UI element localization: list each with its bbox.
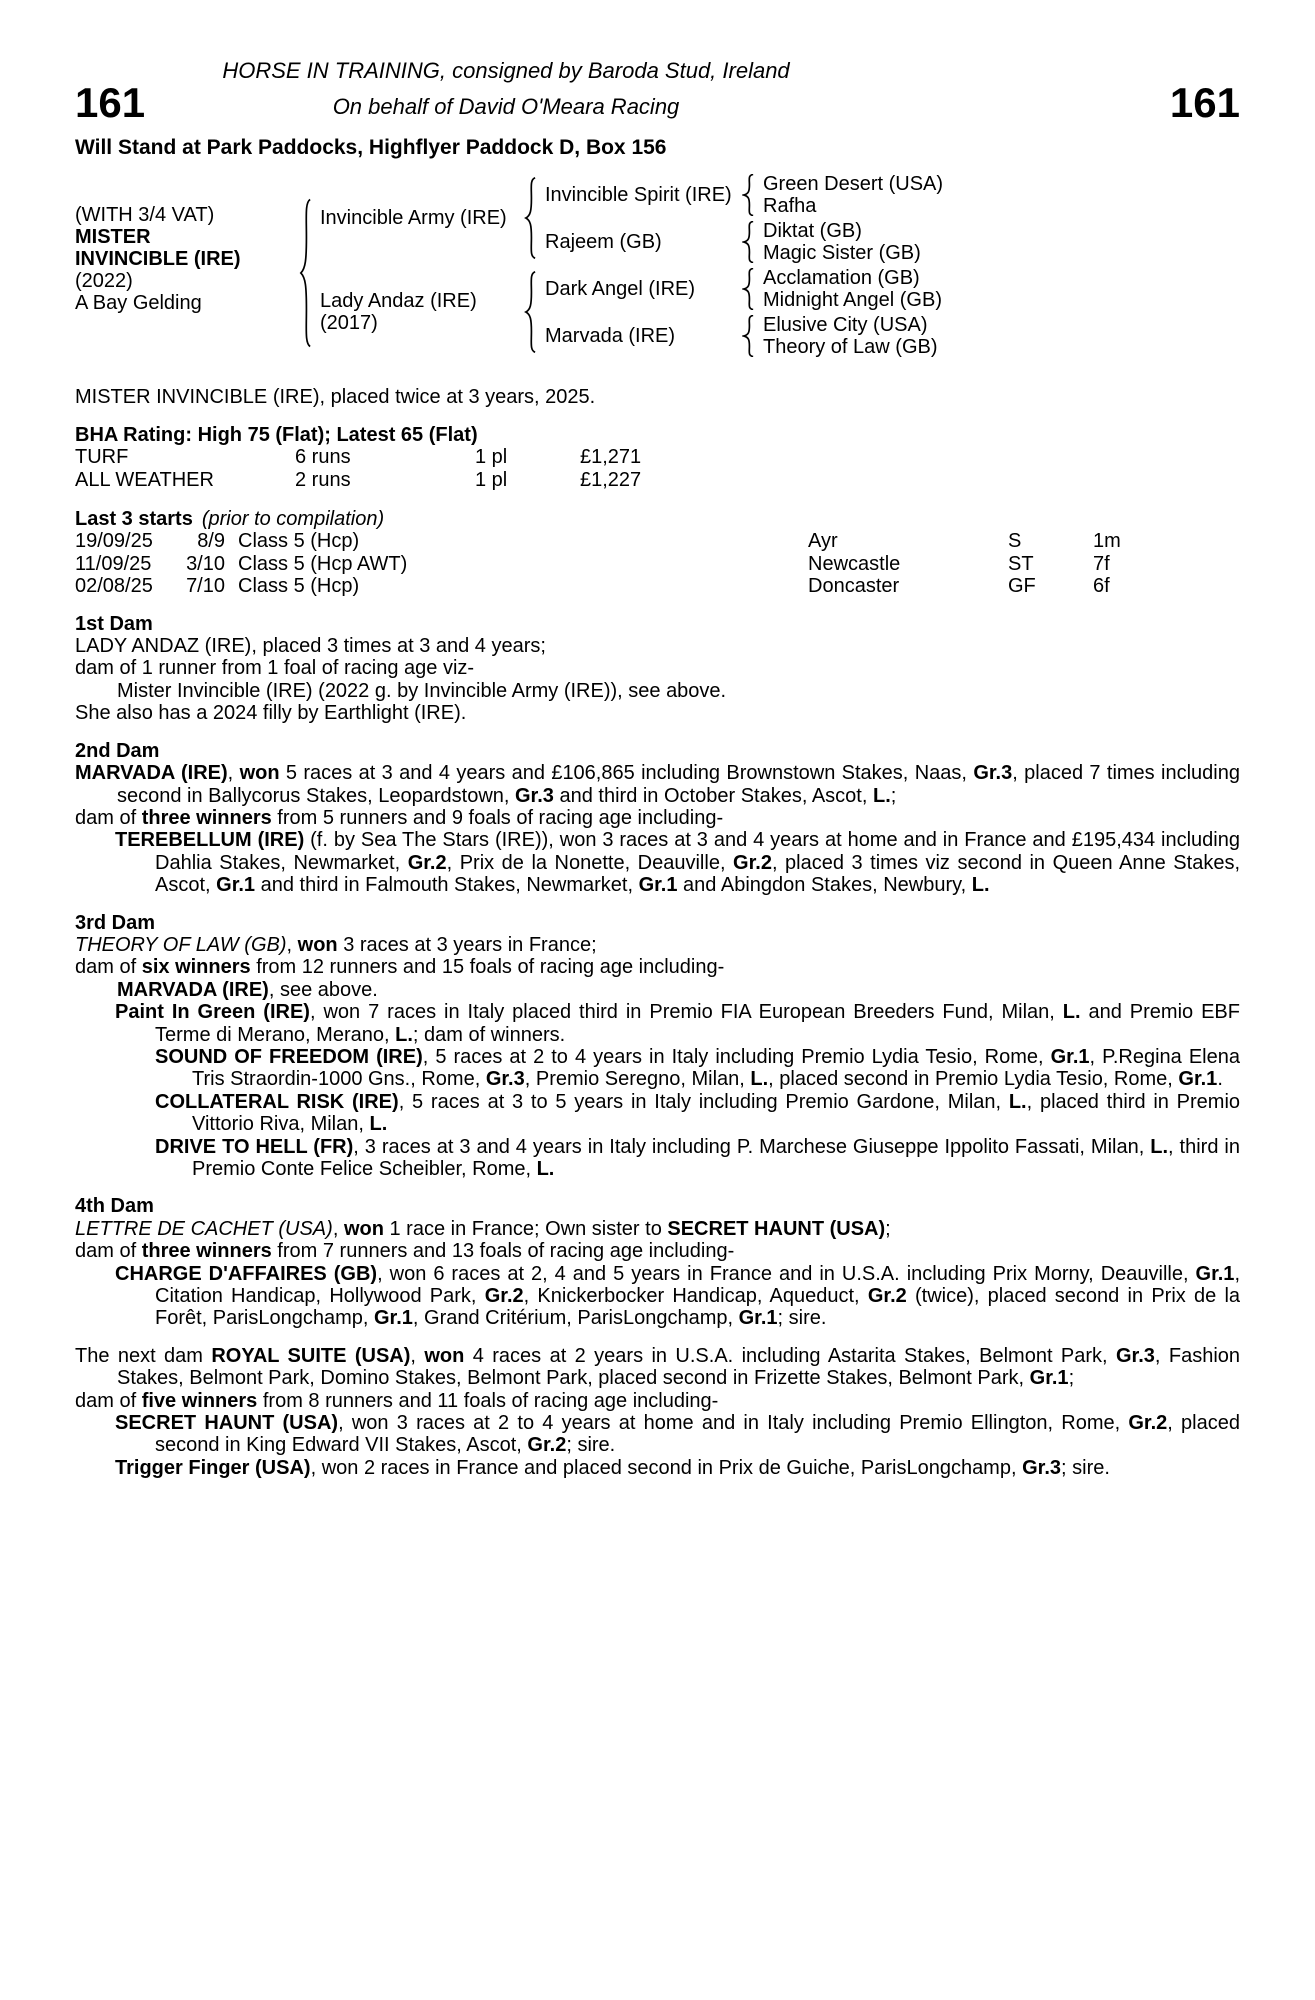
ancestor-name: Rajeem (GB) <box>545 230 662 253</box>
going: S <box>1008 530 1022 553</box>
ancestor-name: Marvada (IRE) <box>545 324 676 347</box>
start-row <box>75 575 1240 597</box>
ancestor-name: Invincible Spirit (IRE) <box>545 183 732 206</box>
distance: 1m <box>1093 530 1121 553</box>
brace-icon <box>742 268 755 310</box>
pedigree-paragraph: SECRET HAUNT (USA), won 3 races at 2 to 4 years at home and in Italy including Premio Ellington, Rome, Gr.2, placed second in King Edward VII Stakes, Ascot, Gr.2; sire. <box>115 1412 1240 1457</box>
ancestor-name: Midnight Angel (GB) <box>763 288 942 311</box>
course: Ayr <box>808 530 838 553</box>
sire-name: Invincible Army (IRE) <box>320 207 507 230</box>
finish-position: 3/10 <box>186 552 225 575</box>
bha-rating-block <box>75 424 1240 491</box>
last-starts-heading: Last 3 starts <box>75 508 193 531</box>
brace-icon <box>524 177 537 259</box>
start-date: 02/08/25 <box>75 575 153 598</box>
pedigree-paragraph: dam of five winners from 8 runners and 11 foals of racing age including- <box>75 1389 719 1412</box>
pedigree-paragraph: She also has a 2024 filly by Earthlight (IRE). <box>75 702 467 725</box>
brace-icon <box>742 174 755 216</box>
brace-icon <box>742 315 755 357</box>
pedigree-paragraph: SOUND OF FREEDOM (IRE), 5 races at 2 to 4 years in Italy including Premio Lydia Tesio, Rome, Gr.1, P.Regina Elena Tris Straordin-1000 Gns., Rome, Gr.3, Premio Seregno, Milan, L., placed second in Premio Lydia Tesio, Rome, Gr.1. <box>155 1045 1240 1091</box>
distance: 6f <box>1093 575 1110 598</box>
dam-section-3 <box>75 912 1240 1181</box>
pedigree-paragraph: Trigger Finger (USA), won 2 races in France and placed second in Prix de Guiche, ParisLongchamp, Gr.3; sire. <box>115 1456 1110 1479</box>
section-heading: 2nd Dam <box>75 739 160 762</box>
pedigree-paragraph: MARVADA (IRE), won 5 races at 3 and 4 years and £106,865 including Brownstown Stakes, Naas, Gr.3, placed 7 times including second in Ballycorus Stakes, Leopardstown, Gr.3 and third in October Stakes, Ascot, L.; <box>75 762 1240 807</box>
ancestor-name: Rafha <box>763 194 817 217</box>
foaling-year: (2022) <box>75 270 133 293</box>
distance: 7f <box>1093 552 1110 575</box>
vat-note: (WITH 3/4 VAT) <box>75 204 215 227</box>
runs-value: 6 runs <box>295 446 351 469</box>
dam-name: Lady Andaz (IRE) <box>320 290 477 312</box>
ancestor-name: Theory of Law (GB) <box>763 335 938 358</box>
pedigree-table <box>75 171 1240 359</box>
race-class: Class 5 (Hcp AWT) <box>238 552 408 575</box>
surface-label: ALL WEATHER <box>75 468 214 491</box>
surface-label: TURF <box>75 446 129 469</box>
section-heading: 4th Dam <box>75 1195 154 1218</box>
lot-number-right: 161 <box>1169 79 1240 126</box>
last-starts-block <box>75 508 1240 598</box>
pedigree-paragraph: CHARGE D'AFFAIRES (GB), won 6 races at 2, 4 and 5 years in France and in U.S.A. including Prix Morny, Deauville, Gr.1, Citation Handicap, Hollywood Park, Gr.2, Knickerbocker Handicap, Aqueduct, Gr.2 (twice), placed second in Prix de la Forêt, ParisLongchamp, Gr.1, Grand Critérium, ParisLongchamp, Gr.1; sire. <box>115 1262 1241 1330</box>
earnings-value: £1,227 <box>580 468 642 491</box>
horse-name-line2: INVINCIBLE (IRE) <box>75 248 241 271</box>
dam-branch <box>320 265 1240 359</box>
pedigree-paragraph: LADY ANDAZ (IRE), placed 3 times at 3 and 4 years; <box>75 635 546 658</box>
pedigree-paragraph: Mister Invincible (IRE) (2022 g. by Invincible Army (IRE)), see above. <box>117 679 727 702</box>
pedigree-paragraph: The next dam ROYAL SUITE (USA), won 4 races at 2 years in U.S.A. including Astarita Stakes, Belmont Park, Gr.3, Fashion Stakes, Belmont Park, Domino Stakes, Belmont Park, placed second in Frizette Stakes, Belmont Park, Gr.1; <box>75 1344 1241 1390</box>
horse-description: A Bay Gelding <box>75 292 202 315</box>
behalf-line: On behalf of David O'Meara Racing <box>332 94 680 119</box>
going: GF <box>1008 575 1036 598</box>
earnings-value: £1,271 <box>580 446 642 469</box>
places-value: 1 pl <box>475 468 508 491</box>
ancestor-name: Diktat (GB) <box>763 219 862 242</box>
brace-icon <box>299 198 312 348</box>
race-summary: MISTER INVINCIBLE (IRE), placed twice at 3 years, 2025. <box>75 386 596 409</box>
pedigree-paragraph: dam of 1 runner from 1 foal of racing age viz- <box>75 657 475 680</box>
lot-number-left: 161 <box>75 79 146 126</box>
ancestor-name: Dark Angel (IRE) <box>545 277 696 300</box>
horse-name-line1: MISTER <box>75 226 151 249</box>
pedigree-tree <box>320 171 1240 359</box>
next-dam-section <box>75 1345 1240 1479</box>
finish-position: 8/9 <box>197 530 225 553</box>
pedigree-paragraph: DRIVE TO HELL (FR), 3 races at 3 and 4 years in Italy including P. Marchese Giuseppe Ippolito Fassati, Milan, L., third in Premio Conte Felice Scheibler, Rome, L. <box>155 1135 1240 1180</box>
pedigree-paragraph: THEORY OF LAW (GB), won 3 races at 3 years in France; <box>75 933 597 956</box>
surface-row <box>75 446 1240 468</box>
pedigree-paragraph: LETTRE DE CACHET (USA), won 1 race in France; Own sister to SECRET HAUNT (USA); <box>75 1217 891 1240</box>
start-date: 19/09/25 <box>75 530 153 553</box>
surface-row <box>75 469 1240 491</box>
finish-position: 7/10 <box>186 575 225 598</box>
brace-icon <box>524 271 537 353</box>
brace-icon <box>742 221 755 263</box>
pedigree-paragraph: dam of three winners from 7 runners and 13 foals of racing age including- <box>75 1240 735 1263</box>
last-starts-note: (prior to compilation) <box>201 508 385 531</box>
pedigree-paragraph: COLLATERAL RISK (IRE), 5 races at 3 to 5 years in Italy including Premio Gardone, Milan, L., placed third in Premio Vittorio Riva, Milan, L. <box>155 1090 1241 1136</box>
start-row <box>75 553 1240 575</box>
going: ST <box>1008 552 1034 575</box>
ancestor-name: Magic Sister (GB) <box>763 241 921 264</box>
dam-section-1 <box>75 613 1240 725</box>
bha-rating-heading: BHA Rating: High 75 (Flat); Latest 65 (Flat) <box>75 423 478 446</box>
horse-details-block <box>75 171 290 359</box>
page-header <box>75 58 1240 126</box>
start-date: 11/09/25 <box>75 552 152 575</box>
sire-branch <box>320 171 1240 265</box>
runs-value: 2 runs <box>295 468 351 491</box>
dam-section-2 <box>75 740 1240 897</box>
race-class: Class 5 (Hcp) <box>238 575 360 598</box>
stand-location-line: Will Stand at Park Paddocks, Highflyer Paddock D, Box 156 <box>75 136 667 159</box>
race-class: Class 5 (Hcp) <box>238 530 360 553</box>
dam-year: (2017) <box>320 312 378 335</box>
consignment-line: HORSE IN TRAINING, consigned by Baroda Stud, Ireland <box>222 58 790 83</box>
pedigree-paragraph: MARVADA (IRE), see above. <box>117 978 378 1001</box>
pedigree-paragraph: dam of six winners from 12 runners and 15 foals of racing age including- <box>75 956 725 979</box>
ancestor-name: Acclamation (GB) <box>763 266 920 289</box>
ancestor-name: Green Desert (USA) <box>763 172 944 195</box>
pedigree-paragraph: dam of three winners from 5 runners and 9 foals of racing age including- <box>75 806 724 829</box>
ancestor-name: Elusive City (USA) <box>763 313 928 336</box>
section-heading: 1st Dam <box>75 612 153 635</box>
dam-section-4 <box>75 1195 1240 1329</box>
pedigree-paragraph: TEREBELLUM (IRE) (f. by Sea The Stars (IRE)), won 3 races at 3 and 4 years at home and in France and £195,434 including Dahlia Stakes, Newmarket, Gr.2, Prix de la Nonette, Deauville, Gr.2, placed 3 times viz second in Queen Anne Stakes, Ascot, Gr.1 and third in Falmouth Stakes, Newmarket, Gr.1 and Abingdon Stakes, Newbury, L. <box>115 829 1240 897</box>
start-row <box>75 530 1240 552</box>
section-heading: 3rd Dam <box>75 911 156 934</box>
places-value: 1 pl <box>475 446 508 469</box>
pedigree-paragraph: Paint In Green (IRE), won 7 races in Italy placed third in Premio FIA European Breeders Fund, Milan, L. and Premio EBF Terme di Merano, Merano, L.; dam of winners. <box>115 1001 1240 1046</box>
course: Doncaster <box>808 575 900 598</box>
course: Newcastle <box>808 552 901 575</box>
